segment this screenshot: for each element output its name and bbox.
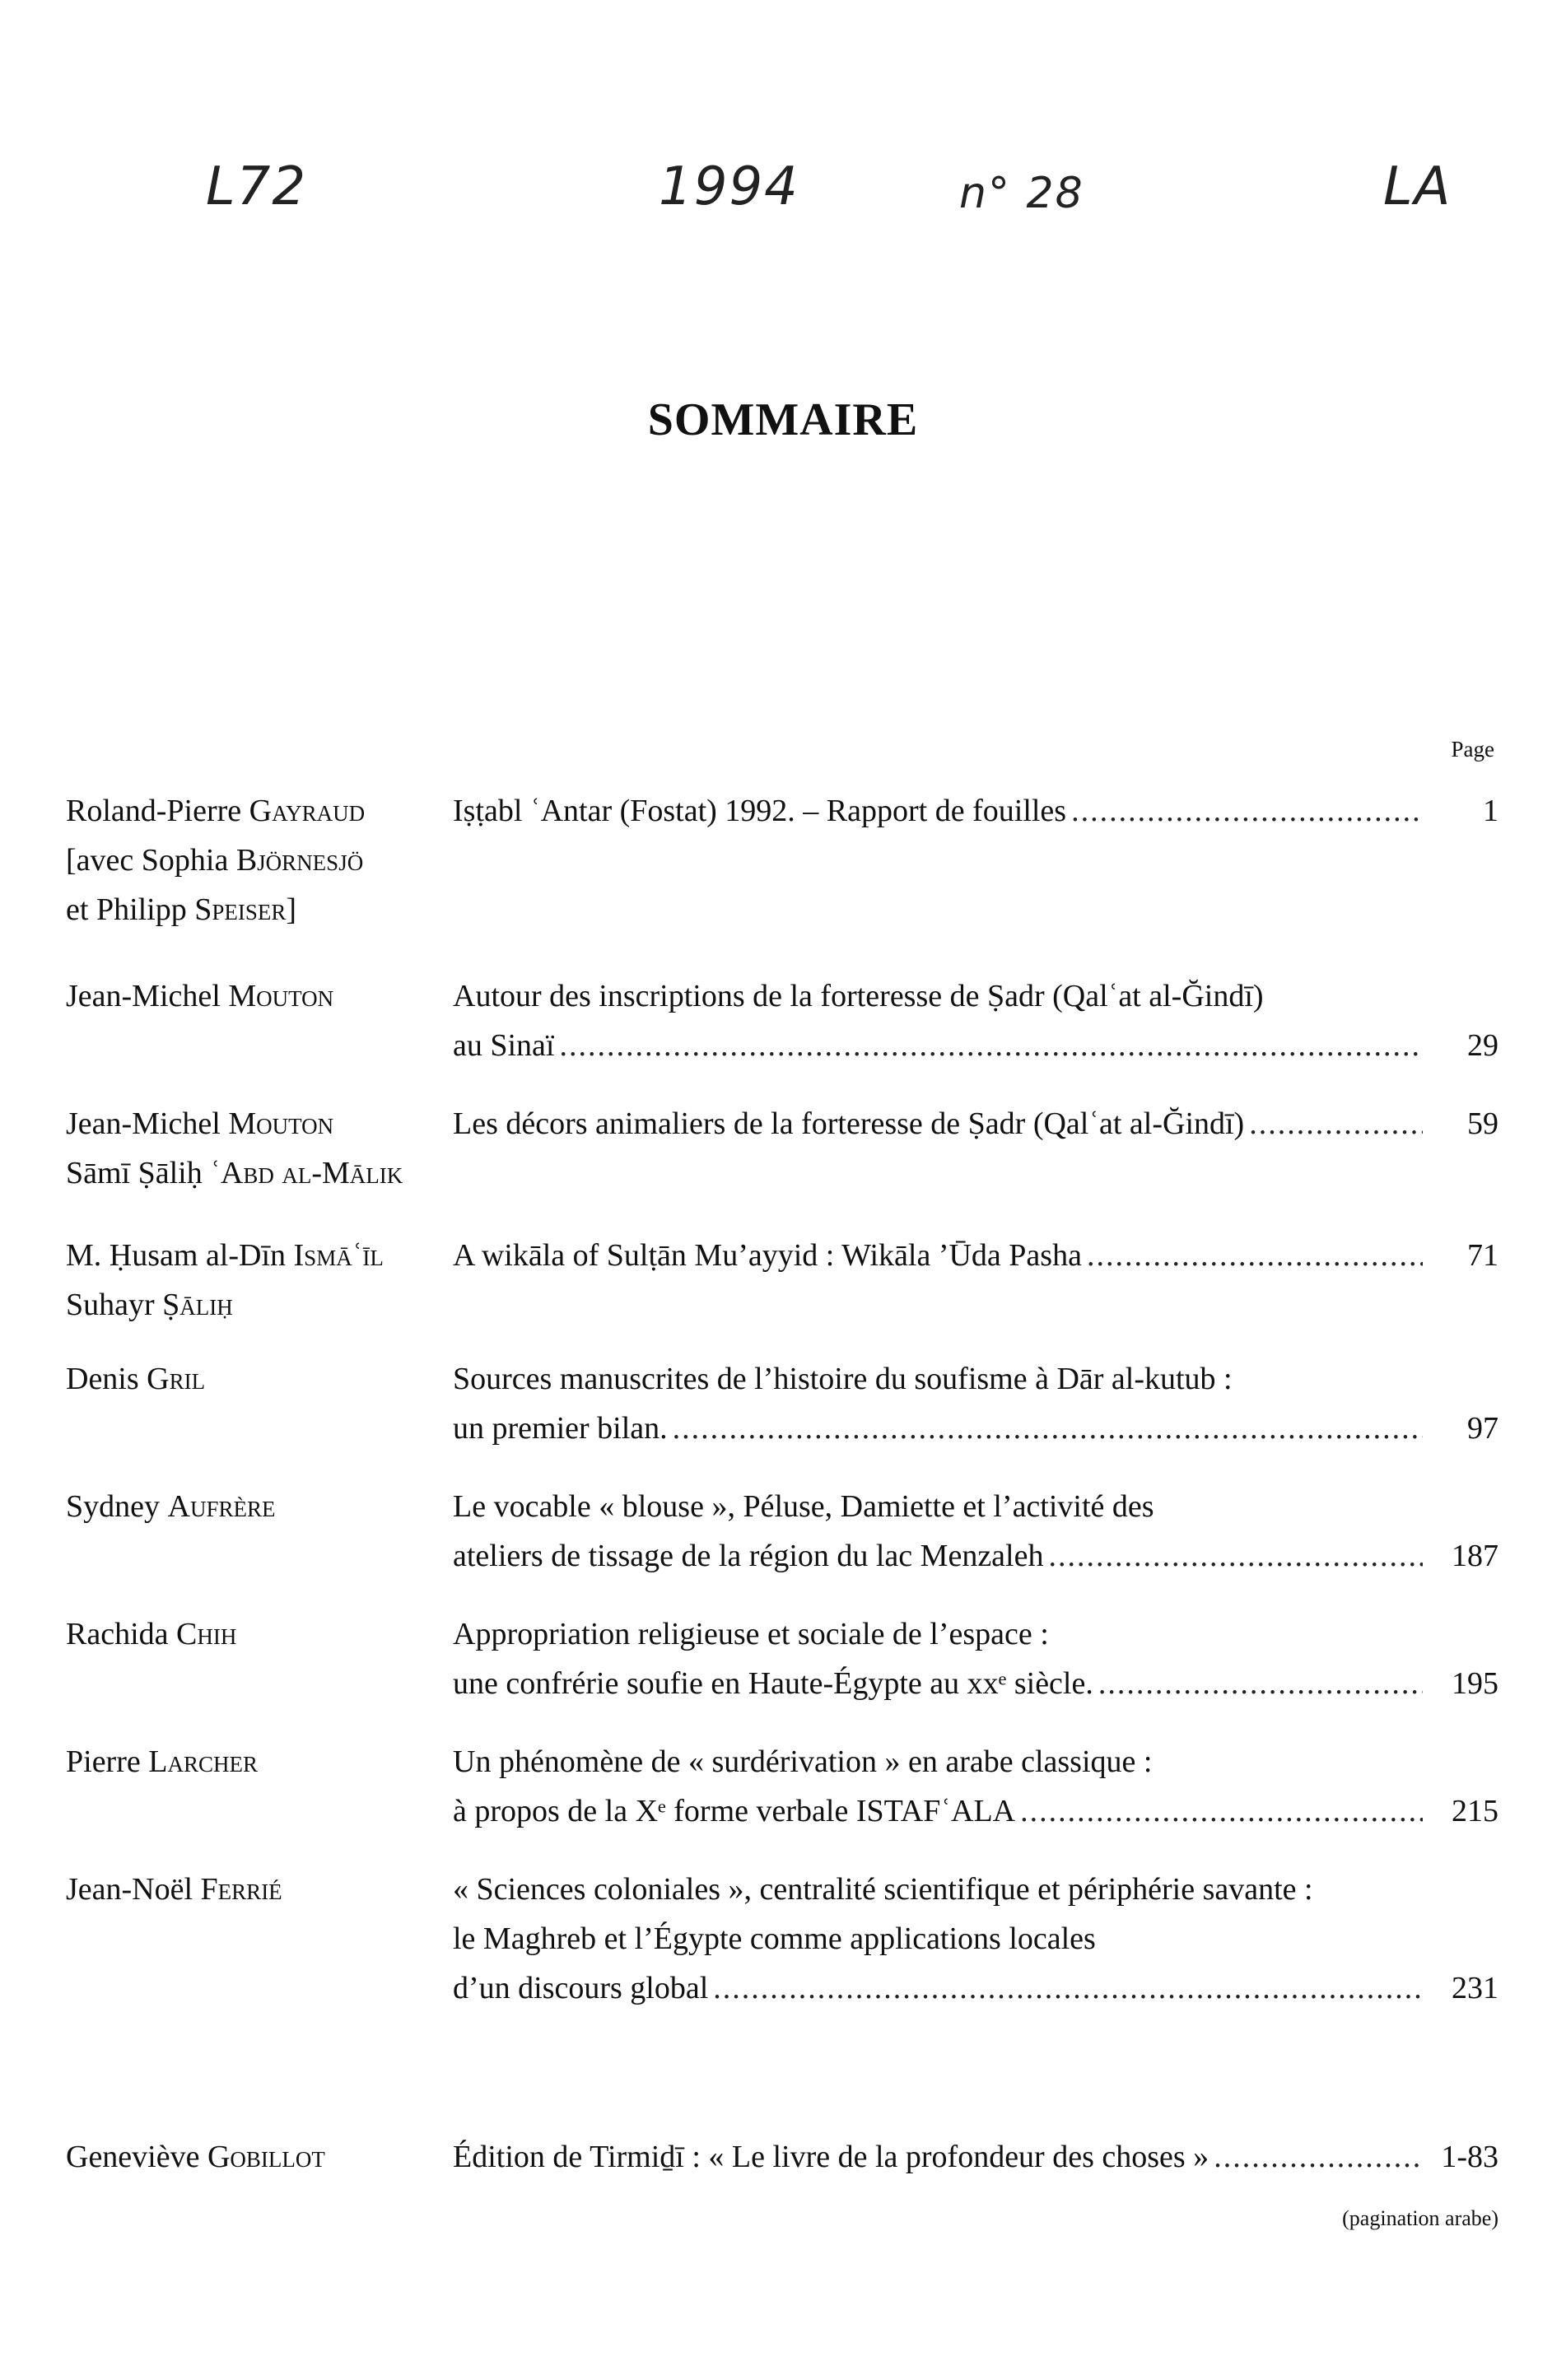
- dot-leader: [1098, 1659, 1423, 1708]
- dot-leader: [673, 1404, 1423, 1453]
- toc-authors: [66, 1609, 445, 1659]
- toc-authors: [66, 786, 445, 934]
- toc-author: [66, 971, 445, 1021]
- toc-author: et Philipp Speiser]: [66, 892, 297, 927]
- article-title-text: Le vocable « blouse », Péluse, Damiette et l’activité des: [453, 1489, 1154, 1524]
- dot-leader: [713, 1963, 1423, 2013]
- page-number: 29: [1467, 1028, 1498, 1063]
- page-number: 231: [1452, 1971, 1498, 2005]
- page-number: 59: [1467, 1106, 1498, 1141]
- handwritten-note-4: LA: [1383, 156, 1452, 217]
- toc-authors: [66, 1865, 445, 1914]
- toc-author: [avec Sophia Björnesjö: [66, 843, 364, 878]
- toc-author: [66, 1148, 445, 1198]
- author-first-name: Suhayr: [66, 1288, 163, 1322]
- toc-author: [66, 1737, 445, 1786]
- author-first-name: Geneviève: [66, 2140, 207, 2174]
- toc-title-line: [453, 1659, 1498, 1708]
- toc-article: [453, 786, 1498, 836]
- page-number: 187: [1452, 1539, 1498, 1573]
- article-title-text: Les décors animaliers de la forteresse de Ṣadr (Qalʿat al-Ğindī): [453, 1106, 1245, 1141]
- toc-title-line: [453, 1531, 1498, 1581]
- toc-article: [453, 1099, 1498, 1148]
- toc-authors: [66, 1099, 445, 1198]
- author-last-name: ʿAbd al-Mālik: [210, 1156, 403, 1190]
- article-title-text: Appropriation religieuse et sociale de l’espace :: [453, 1617, 1049, 1651]
- page-number: 1-83: [1441, 2140, 1498, 2174]
- dot-leader: [1087, 1231, 1423, 1280]
- toc-title-line: [453, 1914, 1498, 1963]
- toc-title-line: [453, 1354, 1498, 1404]
- toc-title-line: [453, 1021, 1498, 1070]
- toc-author: [66, 1609, 445, 1659]
- article-title-text: Autour des inscriptions de la forteresse de Ṣadr (Qalʿat al-Ğindī): [453, 979, 1264, 1013]
- toc-title-line: [453, 1609, 1498, 1659]
- author-first-name: Jean-Michel: [66, 979, 229, 1013]
- page-number: 1: [1483, 794, 1498, 828]
- dot-leader: [1071, 786, 1423, 836]
- article-title-text: Sources manuscrites de l’histoire du soufisme à Dār al-kutub :: [453, 1362, 1233, 1396]
- article-title-text: A wikāla of Sulṭān Mu’ayyid : Wikāla ’Ūda Pasha: [453, 1238, 1082, 1273]
- author-last-name: Chih: [176, 1617, 237, 1651]
- author-first-name: Rachida: [66, 1617, 177, 1651]
- article-title-text: un premier bilan.: [453, 1411, 668, 1446]
- toc-authors: [66, 1354, 445, 1404]
- toc-title-line: [453, 2132, 1498, 2182]
- author-first-name: Denis: [66, 1362, 147, 1396]
- toc-title-line: [453, 1482, 1498, 1531]
- toc-author: [66, 1280, 445, 1330]
- author-last-name: Ismāʿīl: [293, 1238, 384, 1273]
- author-last-name: Aufrère: [167, 1489, 276, 1524]
- toc-title-line: [453, 1865, 1498, 1914]
- author-first-name: Jean-Noël: [66, 1872, 201, 1907]
- article-title-text: à propos de la Xᵉ forme verbale ISTAFʿALA: [453, 1794, 1016, 1828]
- article-title-text: une confrérie soufie en Haute-Égypte au xxᵉ siècle.: [453, 1666, 1093, 1701]
- toc-author: [66, 786, 445, 836]
- toc-article: [453, 1737, 1498, 1836]
- page-number: 71: [1467, 1238, 1498, 1273]
- toc-article: [453, 1354, 1498, 1453]
- article-title-text: Un phénomène de « surdérivation » en arabe classique :: [453, 1744, 1153, 1779]
- toc-title-line: [453, 1099, 1498, 1148]
- author-last-name: Mouton: [228, 979, 334, 1013]
- author-first-name: Sophia: [141, 843, 236, 878]
- dot-leader: [559, 1021, 1423, 1070]
- author-last-name: Björnesjö: [235, 843, 364, 878]
- toc-authors: [66, 1737, 445, 1786]
- toc-title-line: [453, 1404, 1498, 1453]
- author-first-name: M. Ḥusam al-Dīn: [66, 1238, 294, 1273]
- handwritten-note-1: L72: [206, 156, 308, 217]
- page-number: 97: [1467, 1411, 1498, 1446]
- toc-article: [453, 2132, 1498, 2182]
- page-number: 195: [1452, 1666, 1498, 1701]
- footnote: (pagination arabe): [1342, 2206, 1498, 2230]
- author-last-name: Gobillot: [207, 2140, 325, 2174]
- toc-article: [453, 1609, 1498, 1708]
- author-first-name: Philipp: [96, 892, 195, 927]
- page-column-label: Page: [1451, 737, 1494, 762]
- dot-leader: [1048, 1531, 1423, 1581]
- toc-author: [66, 1482, 445, 1531]
- page-number: 215: [1452, 1794, 1498, 1828]
- page-title: SOMMAIRE: [647, 394, 919, 445]
- toc-author: [66, 1099, 445, 1148]
- toc-article: [453, 1865, 1498, 2013]
- handwritten-note-3: n° 28: [959, 169, 1084, 218]
- toc-author: [66, 2132, 445, 2182]
- toc-title-line: [453, 786, 1498, 836]
- article-title-text: le Maghreb et l’Égypte comme applications locales: [453, 1921, 1096, 1956]
- author-first-name: Sāmī Ṣāliḥ: [66, 1156, 211, 1190]
- author-first-name: Sydney: [66, 1489, 168, 1524]
- toc-title-line: [453, 1231, 1498, 1280]
- toc-title-line: [453, 1963, 1498, 2013]
- toc-article: [453, 1231, 1498, 1280]
- author-last-name: Gayraud: [249, 794, 366, 828]
- dot-leader: [1214, 2132, 1423, 2182]
- author-first-name: Jean-Michel: [66, 1106, 229, 1141]
- toc-authors: [66, 1482, 445, 1531]
- toc-title-line: [453, 1737, 1498, 1786]
- author-last-name: Ferrié: [200, 1872, 282, 1907]
- author-last-name: Gril: [147, 1362, 206, 1396]
- article-title-text: Édition de Tirmiḏī : « Le livre de la profondeur des choses »: [453, 2140, 1209, 2174]
- toc-article: [453, 971, 1498, 1070]
- article-title-text: Iṣṭabl ʿAntar (Fostat) 1992. – Rapport de fouilles: [453, 794, 1067, 828]
- toc-authors: [66, 1231, 445, 1330]
- dot-leader: [1020, 1786, 1423, 1836]
- article-title-text: « Sciences coloniales », centralité scientifique et périphérie savante :: [453, 1872, 1313, 1907]
- article-title-text: d’un discours global: [453, 1971, 709, 2005]
- toc-author: [66, 1354, 445, 1404]
- toc-author: [66, 1231, 445, 1280]
- toc-authors: [66, 2132, 445, 2182]
- author-first-name: Roland-Pierre: [66, 794, 249, 828]
- author-last-name: Ṣāliḥ: [162, 1288, 233, 1322]
- author-last-name: Larcher: [148, 1744, 258, 1779]
- dot-leader: [1249, 1099, 1423, 1148]
- handwritten-note-2: 1994: [659, 156, 799, 217]
- author-last-name: Mouton: [228, 1106, 334, 1141]
- toc-title-line: [453, 971, 1498, 1021]
- toc-article: [453, 1482, 1498, 1581]
- author-last-name: Speiser: [194, 892, 287, 927]
- toc-title-line: [453, 1786, 1498, 1836]
- author-first-name: Pierre: [66, 1744, 149, 1779]
- toc-author: [66, 1865, 445, 1914]
- article-title-text: au Sinaï: [453, 1028, 555, 1063]
- article-title-text: ateliers de tissage de la région du lac Menzaleh: [453, 1539, 1044, 1573]
- toc-authors: [66, 971, 445, 1021]
